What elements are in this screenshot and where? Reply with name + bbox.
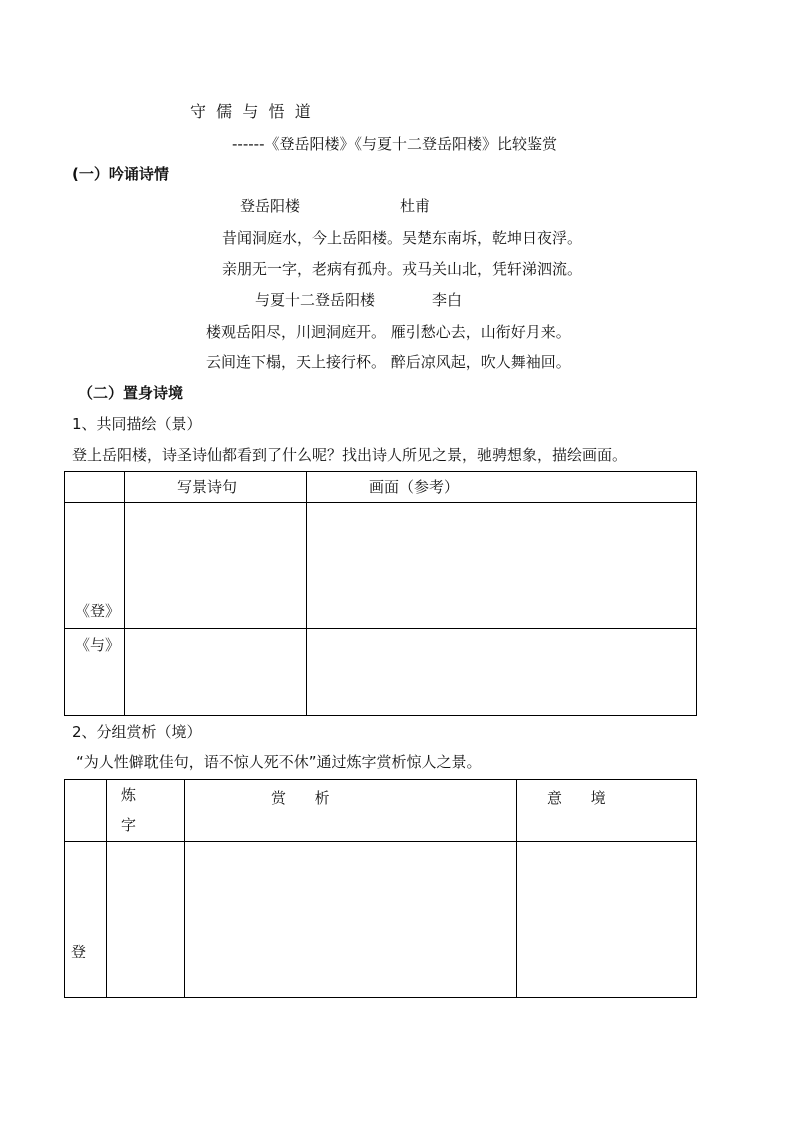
scene-table-row-label: 《与》 [75,636,121,654]
page-subtitle: ------《登岳阳楼》《与夏十二登岳阳楼》比较鉴赏 [232,135,557,153]
poem2-line-2: 云间连下榻，天上接行杯。 醉后凉风起，吹人舞袖回。 [206,353,571,371]
poem1-author: 杜甫 [400,197,431,215]
section1-heading: (一）吟诵诗情 [72,165,169,183]
word-table-header-word [107,780,185,842]
word-table-header-mood [517,780,697,842]
table-row [65,629,697,716]
page-title: 守 儒 与 悟 道 [190,102,311,121]
scene-table-header-lines-label: 写景诗句 [177,478,238,496]
part2-prompt: “为人性僻耽佳句，语不惊人死不休”通过炼字赏析惊人之景。 [76,753,482,771]
scene-table-row-label-cell [65,503,125,629]
poem1-line-2: 亲朋无一字，老病有孤舟。戎马关山北，凭轩涕泗流。 [222,260,583,278]
scene-table-row-label: 《登》 [75,602,121,620]
table-row [65,503,697,629]
poem1-line-1: 昔闻洞庭水，今上岳阳楼。吴楚东南坼，乾坤日夜浮。 [222,229,583,247]
scene-table-header-empty [65,472,125,503]
scene-table-header-row [65,472,697,503]
scene-table-lines-cell[interactable] [125,629,307,716]
word-table-header-row [65,780,697,842]
word-table-header-analysis [185,780,517,842]
scene-table-header-picture-label: 画面（参考） [369,478,460,496]
scene-table-picture-cell[interactable] [307,629,697,716]
scene-table [64,471,697,716]
word-table-header-empty [65,780,107,842]
scene-table-lines-cell[interactable] [125,503,307,629]
poem2-line-1: 楼观岳阳尽，川迥洞庭开。 雁引愁心去，山衔好月来。 [206,323,571,341]
part1-prompt: 登上岳阳楼，诗圣诗仙都看到了什么呢？找出诗人所见之景，驰骋想象，描绘画面。 [72,446,628,464]
word-analysis-table [64,779,697,998]
word-table-header-word-label: 炼 字 [121,786,137,834]
table-row [65,842,697,998]
scene-table-row-label-cell [65,629,125,716]
scene-table-header-lines [125,472,307,503]
word-table-mood-cell[interactable] [517,842,697,998]
poem2-author: 李白 [432,291,463,309]
part2-heading: 2、分组赏析（境） [72,723,202,741]
word-table-analysis-cell[interactable] [185,842,517,998]
poem2-title: 与夏十二登岳阳楼 [255,291,376,309]
word-table-header-analysis-label: 赏 析 [271,789,330,807]
poem1-title: 登岳阳楼 [240,197,301,215]
word-table-row-label-cell [65,842,107,998]
section2-heading: （二）置身诗境 [78,384,184,402]
word-table-row-label: 登 [71,943,87,961]
scene-table-picture-cell[interactable] [307,503,697,629]
word-table-header-mood-label: 意 境 [547,789,606,807]
part1-heading: 1、共同描绘（景） [72,415,202,433]
scene-table-header-picture [307,472,697,503]
word-table-word-cell[interactable] [107,842,185,998]
